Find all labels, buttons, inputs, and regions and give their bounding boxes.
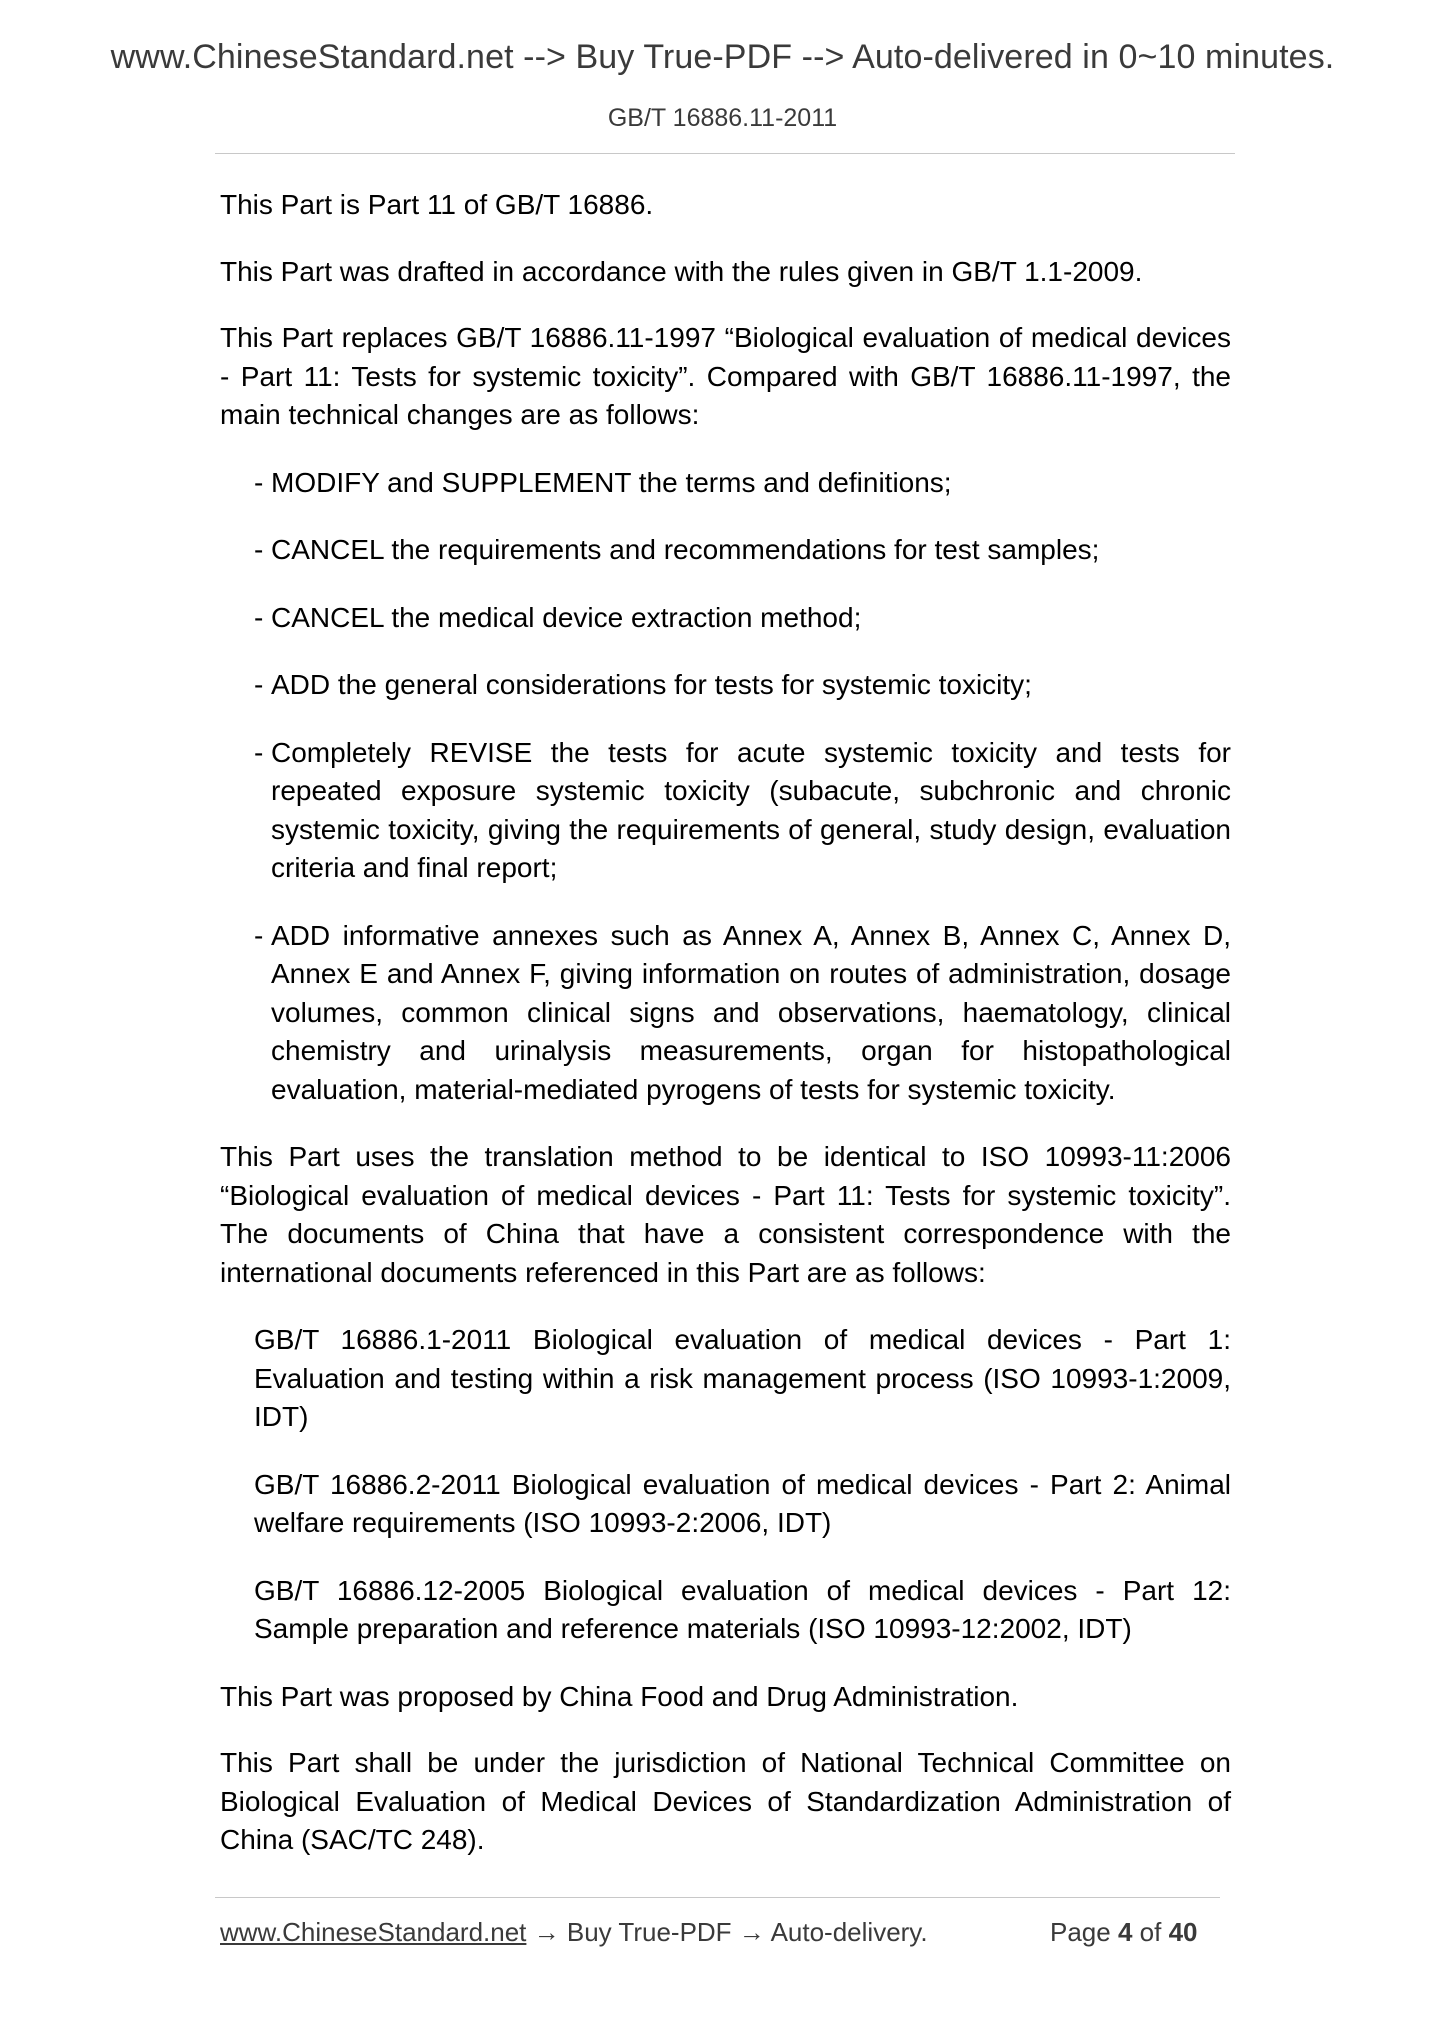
reference-item: GB/T 16886.2-2011 Biological evaluation of medical devices - Part 2: Animal welfare requirements (ISO 10993-2:2006, IDT) [254,1468,1231,1538]
reference-item: GB/T 16886.1-2011 Biological evaluation of medical devices - Part 1: Evaluation and testing within a risk management process (ISO 10993-1:2009, IDT) [254,1324,1231,1432]
list-item [220,531,1231,570]
list-dash: - [254,466,264,498]
paragraph-drafting-rules: This Part was drafted in accordance with the rules given in GB/T 1.1-2009. [220,255,1143,287]
page-label: Page [1050,1917,1111,1947]
paragraph-jurisdiction: This Part shall be under the jurisdiction of National Technical Committee on Biological Evaluation of Medical Devices of Standardization Administration of China (SAC/TC 248). [220,1747,1231,1855]
list-item-text: ADD the general considerations for tests for systemic toxicity; [271,669,1032,700]
list-dash: - [254,669,264,700]
footer-divider [215,1897,1220,1898]
list-item-text: CANCEL the medical device extraction method; [271,601,862,633]
list-item [220,464,1231,503]
list-dash: - [254,601,264,633]
paragraph-proposer: This Part was proposed by China Food and Drug Administration. [220,1680,1019,1712]
list-item [220,666,1231,705]
reference-item: GB/T 16886.12-2005 Biological evaluation of medical devices - Part 12: Sample preparation and reference materials (ISO 10993-12:2002, IDT) [254,1574,1231,1644]
list-item-text: MODIFY and SUPPLEMENT the terms and definitions; [271,466,952,498]
current-page-number: 4 [1117,1917,1133,1947]
list-item [220,599,1231,638]
footer-site-link[interactable]: www.ChineseStandard.net [220,1917,527,1947]
top-banner: www.ChineseStandard.net --> Buy True-PDF --> Auto-delivered in 0~10 minutes. [110,38,1335,76]
paragraph-translation-method: This Part uses the translation method to be identical to ISO 10993-11:2006 “Biological evaluation of medical devices - Part 11: Tests for systemic toxicity”. The documents of China that have a consistent correspondence with the international documents referenced in this Part are as follows: [220,1141,1231,1288]
header-divider [215,153,1235,154]
list-dash: - [254,736,264,768]
list-item [220,734,1231,888]
list-item-text: Completely REVISE the tests for acute systemic toxicity and tests for repeated exposure systemic toxicity (subacute, subchronic and chronic systemic toxicity, giving the requirements of general, study design, evaluation criteria and final report; [271,736,1231,883]
of-label: of [1139,1917,1162,1947]
footer-promo [220,1917,928,1948]
page-indicator [1050,1917,1198,1948]
total-pages-number: 40 [1168,1917,1198,1947]
list-item [220,917,1231,1110]
list-item-text: CANCEL the requirements and recommendations for test samples; [271,534,1100,565]
footer-tagline: → Buy True-PDF → Auto-delivery. [526,1917,928,1947]
document-body [220,186,1231,1860]
list-dash: - [254,919,264,951]
list-dash: - [254,534,264,565]
list-item-text: ADD informative annexes such as Annex A, Annex B, Annex C, Annex D, Annex E and Annex F, giving information on routes of administration, dosage volumes, common clinical signs and observations, haematology, clinical chemistry and urinalysis measurements, organ for histopathological evaluation, material-mediated pyrogens of tests for systemic toxicity. [271,919,1231,1105]
paragraph-part-number: This Part is Part 11 of GB/T 16886. [220,189,654,220]
standard-code-header: GB/T 16886.11-2011 [607,104,838,132]
paragraph-replacement: This Part replaces GB/T 16886.11-1997 “Biological evaluation of medical devices - Part 11: Tests for systemic toxicity”. Compared with GB/T 16886.11-1997, the main technical changes are as follows: [220,322,1231,430]
